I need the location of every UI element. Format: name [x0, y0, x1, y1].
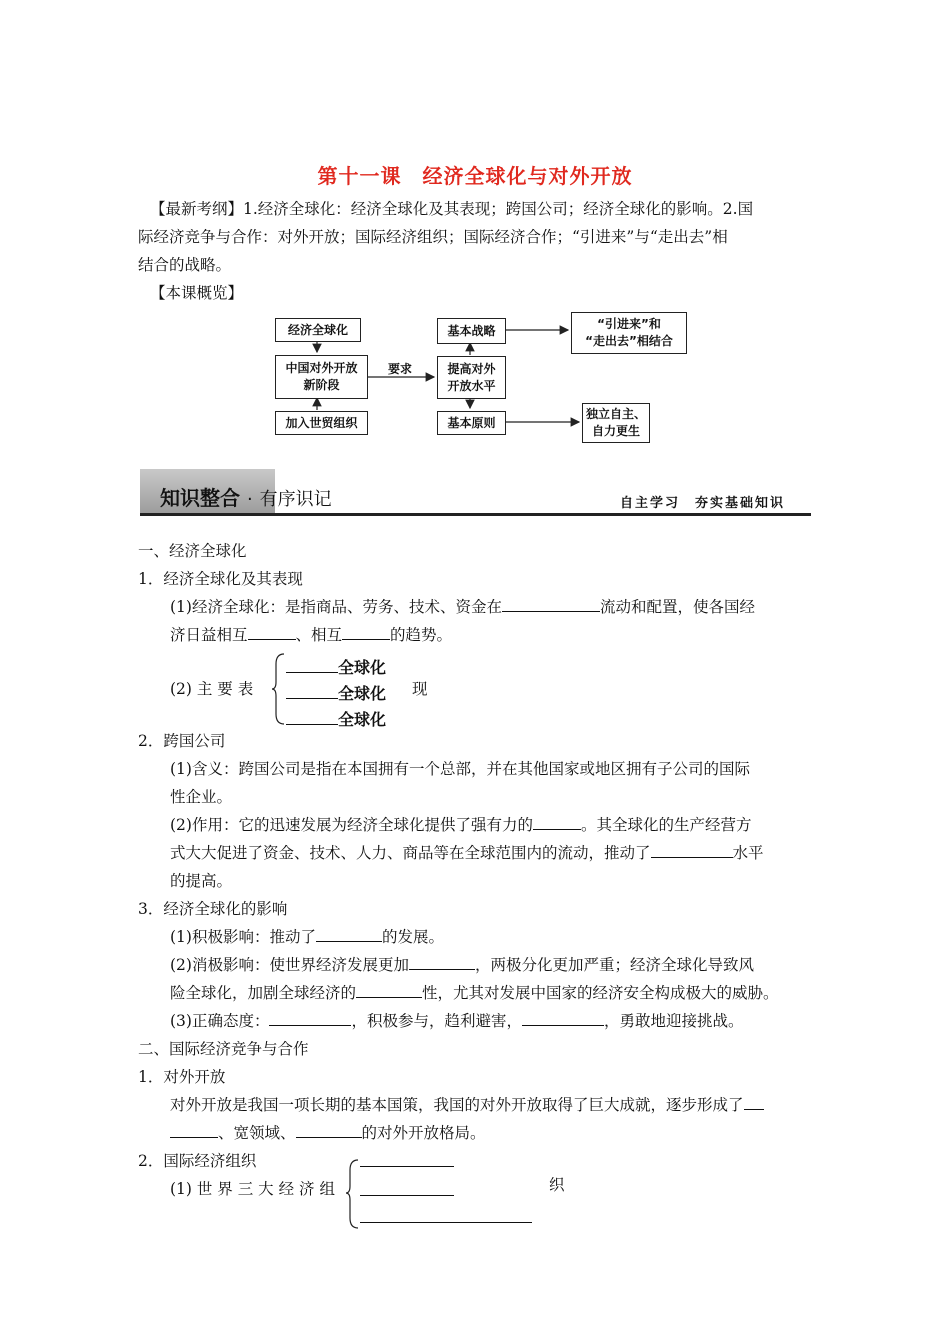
para-1-1-2-tail: 现	[412, 680, 428, 698]
globalization-item-1: 全球化	[286, 654, 386, 678]
fill-blank[interactable]	[409, 952, 475, 970]
para-1-1-1: (1)经济全球化：是指商品、劳务、技术、资金在 流动和配置，使各国经	[170, 594, 755, 620]
section-1-heading: 一、经济全球化	[138, 542, 247, 560]
para-1-3-2-cont: 险全球化，加剧全球经济的 性，尤其对发展中国家的经济安全构成极大的威胁。	[170, 980, 779, 1006]
syllabus-line-1: 【最新考纲】1.经济全球化：经济全球化及其表现；跨国公司；经济全球化的影响。2.国	[150, 200, 754, 218]
fill-blank[interactable]	[744, 1092, 764, 1110]
fill-blank[interactable]	[522, 1008, 604, 1026]
diagram-box-globalization: 经济全球化	[275, 318, 361, 342]
diagram-box-independent: 独立自主、 自力更生	[582, 403, 650, 443]
fill-blank[interactable]	[356, 980, 422, 998]
para-2-1: 对外开放是我国一项长期的基本国策，我国的对外开放取得了巨大成就，逐步形成了	[170, 1092, 764, 1118]
section-2-2-heading: 2．国际经济组织	[138, 1152, 257, 1170]
para-1-2-2-end: 的提高。	[170, 872, 233, 890]
diagram-box-wto: 加入世贸组织	[275, 411, 368, 435]
syllabus-line-3: 结合的战略。	[138, 256, 232, 274]
section-banner-rule	[140, 513, 811, 516]
diagram-box-new-stage: 中国对外开放 新阶段	[275, 355, 368, 399]
para-2-1-cont: 、宽领域、 的对外开放格局。	[170, 1120, 486, 1146]
para-1-1-1-cont: 济日益相互 、相互 的趋势。	[170, 622, 452, 648]
para-1-2-2-cont: 式大大促进了资金、技术、人力、商品等在全球范围内的流动，推动了 水平	[170, 840, 764, 866]
fill-blank[interactable]	[248, 622, 296, 640]
para-1-3-1: (1)积极影响：推动了 的发展。	[170, 924, 444, 950]
syllabus-line-2: 际经济竞争与合作：对外开放；国际经济组织；国际经济合作；“引进来”与“走出去”相	[138, 228, 728, 246]
para-1-3-3: (3)正确态度： ，积极参与，趋利避害， ，勇敢地迎接挑战。	[170, 1008, 744, 1034]
fill-blank[interactable]	[651, 840, 733, 858]
para-2-2-1-tail: 织	[549, 1176, 565, 1194]
diagram-box-raise-level: 提高对外 开放水平	[437, 356, 506, 399]
fill-blank[interactable]	[342, 622, 390, 640]
org-blank-3[interactable]	[360, 1222, 532, 1223]
section-2-heading: 二、国际经济竞争与合作	[138, 1040, 309, 1058]
org-blank-2[interactable]	[360, 1195, 454, 1196]
section-1-1-heading: 1．经济全球化及其表现	[138, 570, 303, 588]
diagram-box-basic-strategy: 基本战略	[437, 318, 506, 344]
brace-icon	[344, 1158, 364, 1230]
para-2-2-1-label: (1) 世 界 三 大 经 济 组	[170, 1180, 335, 1198]
para-1-1-2-label: (2) 主 要 表	[170, 680, 254, 698]
section-banner-motto: 自主学习 夯实基础知识	[620, 496, 786, 511]
para-1-3-2: (2)消极影响：使世界经济发展更加 ，两极分化更加严重；经济全球化导致风	[170, 952, 754, 978]
fill-blank[interactable]	[533, 812, 581, 830]
fill-blank[interactable]	[502, 594, 600, 612]
fill-blank[interactable]	[286, 706, 338, 725]
fill-blank[interactable]	[296, 1120, 362, 1138]
section-1-3-heading: 3．经济全球化的影响	[138, 900, 288, 918]
section-1-2-heading: 2．跨国公司	[138, 732, 226, 750]
globalization-item-2: 全球化	[286, 680, 386, 704]
para-1-2-1-cont: 性企业。	[170, 788, 233, 806]
diagram-box-bring-in-go-out: “引进来”和 “走出去”相结合	[571, 312, 687, 354]
fill-blank[interactable]	[316, 924, 382, 942]
fill-blank[interactable]	[170, 1120, 218, 1138]
fill-blank[interactable]	[286, 680, 338, 699]
diagram-label-require: 要求	[388, 362, 413, 376]
syllabus-tag: 【最新考纲】	[150, 200, 244, 218]
globalization-item-3: 全球化	[286, 706, 386, 730]
para-1-2-2: (2)作用：它的迅速发展为经济全球化提供了强有力的 。其全球化的生产经营方	[170, 812, 751, 838]
fill-blank[interactable]	[286, 654, 338, 673]
section-2-1-heading: 1．对外开放	[138, 1068, 226, 1086]
overview-tag: 【本课概览】	[150, 284, 244, 302]
page-title: 第十一课 经济全球化与对外开放	[317, 164, 633, 188]
para-1-2-1: (1)含义：跨国公司是指在本国拥有一个总部，并在其他国家或地区拥有子公司的国际	[170, 760, 750, 778]
fill-blank[interactable]	[269, 1008, 351, 1026]
section-banner-title: 知识整合 · 有序识记	[160, 486, 332, 510]
diagram-box-basic-principle: 基本原则	[437, 411, 506, 435]
org-blank-1[interactable]	[360, 1166, 454, 1167]
